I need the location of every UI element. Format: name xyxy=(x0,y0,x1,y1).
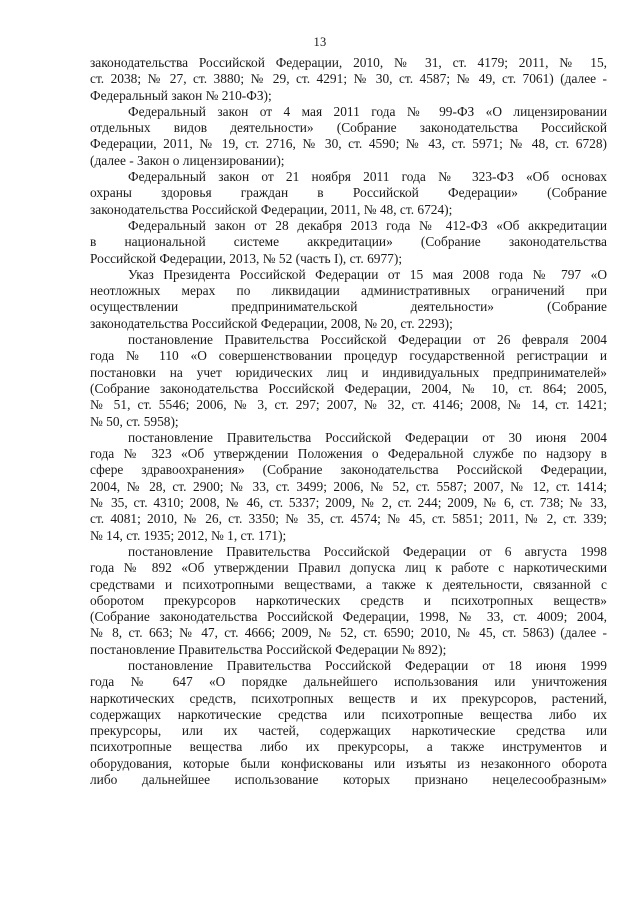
text-line: Федеральный закон от 28 декабря 2013 года № 412-ФЗ «Об аккредитации xyxy=(128,217,607,233)
text-line: года № 110 «О совершенствовании процедур государственной регистрации и xyxy=(90,348,607,364)
text-line: законодательства Российской Федерации, 2010, № 31, ст. 4179; 2011, № 15, xyxy=(90,55,607,70)
paragraph xyxy=(90,658,607,788)
text-line: года № 892 «Об утверждении Правил допуска лиц к работе с наркотическими xyxy=(90,560,607,576)
text-line: прекурсоры, или их частей, содержащих наркотические средства или xyxy=(90,723,607,739)
text-line: (далее - Закон о лицензировании); xyxy=(90,152,285,168)
text-line: ст. 4081; 2010, № 26, ст. 3350; № 35, ст. 4574; № 45, ст. 5851; 2011, № 2, ст. 339; xyxy=(90,511,607,527)
paragraph xyxy=(90,544,607,658)
paragraph xyxy=(90,332,607,430)
text-line: неотложных мерах по ликвидации административных ограничений при xyxy=(90,283,607,299)
paragraph xyxy=(90,55,607,104)
text-line: № 8, ст. 663; № 47, ст. 4666; 2009, № 52, ст. 6590; 2010, № 45, ст. 5863) (далее - xyxy=(90,625,607,641)
text-line: № 51, ст. 5546; 2006, № 3, ст. 297; 2007, № 32, ст. 4146; 2008, № 14, ст. 1421; xyxy=(90,397,607,413)
text-line: в национальной системе аккредитации» (Собрание законодательства xyxy=(90,234,607,250)
text-line: наркотических средств, психотропных веществ и их прекурсоров, растений, xyxy=(90,690,607,706)
text-line: постановки на учет юридических лиц и индивидуальных предпринимателей» xyxy=(90,364,607,380)
text-line: ст. 2038; № 27, ст. 3880; № 29, ст. 4291; № 30, ст. 4587; № 49, ст. 7061) (далее - xyxy=(90,71,607,87)
text-line: № 14, ст. 1935; 2012, № 1, ст. 171); xyxy=(90,527,287,543)
paragraph xyxy=(90,218,607,267)
text-line: либо дальнейшее использование которых признано нецелесообразным» xyxy=(90,772,607,788)
text-line: психотропные вещества либо их прекурсоры, а также инструментов и xyxy=(90,739,607,755)
paragraph xyxy=(90,267,607,332)
text-line: законодательства Российской Федерации, 2011, № 48, ст. 6724); xyxy=(90,201,453,217)
text-line: года № 323 «Об утверждении Положения о Федеральной службе по надзору в xyxy=(90,446,607,462)
text-line: (Собрание законодательства Российской Федерации, 2004, № 10, ст. 864; 2005, xyxy=(90,380,607,396)
text-line: № 50, ст. 5958); xyxy=(90,413,179,429)
text-line: сфере здравоохранения» (Собрание законодательства Российской Федерации, xyxy=(90,462,607,478)
paragraph xyxy=(90,430,607,544)
text-line: постановление Правительства Российской Федерации от 30 июня 2004 xyxy=(128,429,607,445)
text-line: законодательства Российской Федерации, 2008, № 20, ст. 2293); xyxy=(90,315,453,331)
document-body xyxy=(90,55,607,788)
paragraph xyxy=(90,169,607,218)
text-line: постановление Правительства Российской Федерации от 18 июня 1999 xyxy=(128,657,607,673)
text-line: постановление Правительства Российской Федерации от 26 февраля 2004 xyxy=(128,332,607,348)
text-line: Российской Федерации, 2013, № 52 (часть I), ст. 6977); xyxy=(90,250,403,266)
text-line: года № 647 «О порядке дальнейшего использования или уничтожения xyxy=(90,674,607,690)
text-line: отдельных видов деятельности» (Собрание законодательства Российской xyxy=(90,120,607,136)
text-line: (Собрание законодательства Российской Федерации, 1998, № 33, ст. 4009; 2004, xyxy=(90,609,607,625)
text-line: Федеральный закон от 4 мая 2011 года № 99-ФЗ «О лицензировании xyxy=(128,103,607,119)
text-line: Федеральный закон от 21 ноября 2011 года № 323-ФЗ «Об основах xyxy=(128,169,607,185)
text-line: содержащих наркотические средства или психотропные вещества либо их xyxy=(90,706,607,722)
paragraph xyxy=(90,104,607,169)
text-line: постановление Правительства Российской Федерации от 6 августа 1998 xyxy=(128,543,607,559)
text-line: Федерации, 2011, № 19, ст. 2716, № 30, ст. 4590; № 43, ст. 5971; № 48, ст. 6728) xyxy=(90,136,607,152)
text-line: осуществлении предпринимательской деятельности» (Собрание xyxy=(90,299,607,315)
text-line: оборудования, которые были конфискованы или изъяты из незаконного оборота xyxy=(90,755,607,771)
page-number: 13 xyxy=(313,35,327,49)
text-line: средствами и психотропными веществами, а также к деятельности, связанной с xyxy=(90,576,607,592)
text-line: охраны здоровья граждан в Российской Федерации» (Собрание xyxy=(90,185,607,201)
text-line: постановление Правительства Российской Федерации № 892); xyxy=(90,641,447,657)
text-line: Указ Президента Российской Федерации от 15 мая 2008 года № 797 «О xyxy=(128,266,607,282)
text-line: № 35, ст. 4310; 2008, № 46, ст. 5337; 2009, № 2, ст. 244; 2009, № 6, ст. 738; № 33, xyxy=(90,495,607,511)
text-line: Федеральный закон № 210-ФЗ); xyxy=(90,87,272,103)
text-line: оборотом прекурсоров наркотических средств и психотропных веществ» xyxy=(90,592,607,608)
text-line: 2004, № 28, ст. 2900; № 33, ст. 3499; 2006, № 52, ст. 5587; 2007, № 12, ст. 1414; xyxy=(90,478,607,494)
